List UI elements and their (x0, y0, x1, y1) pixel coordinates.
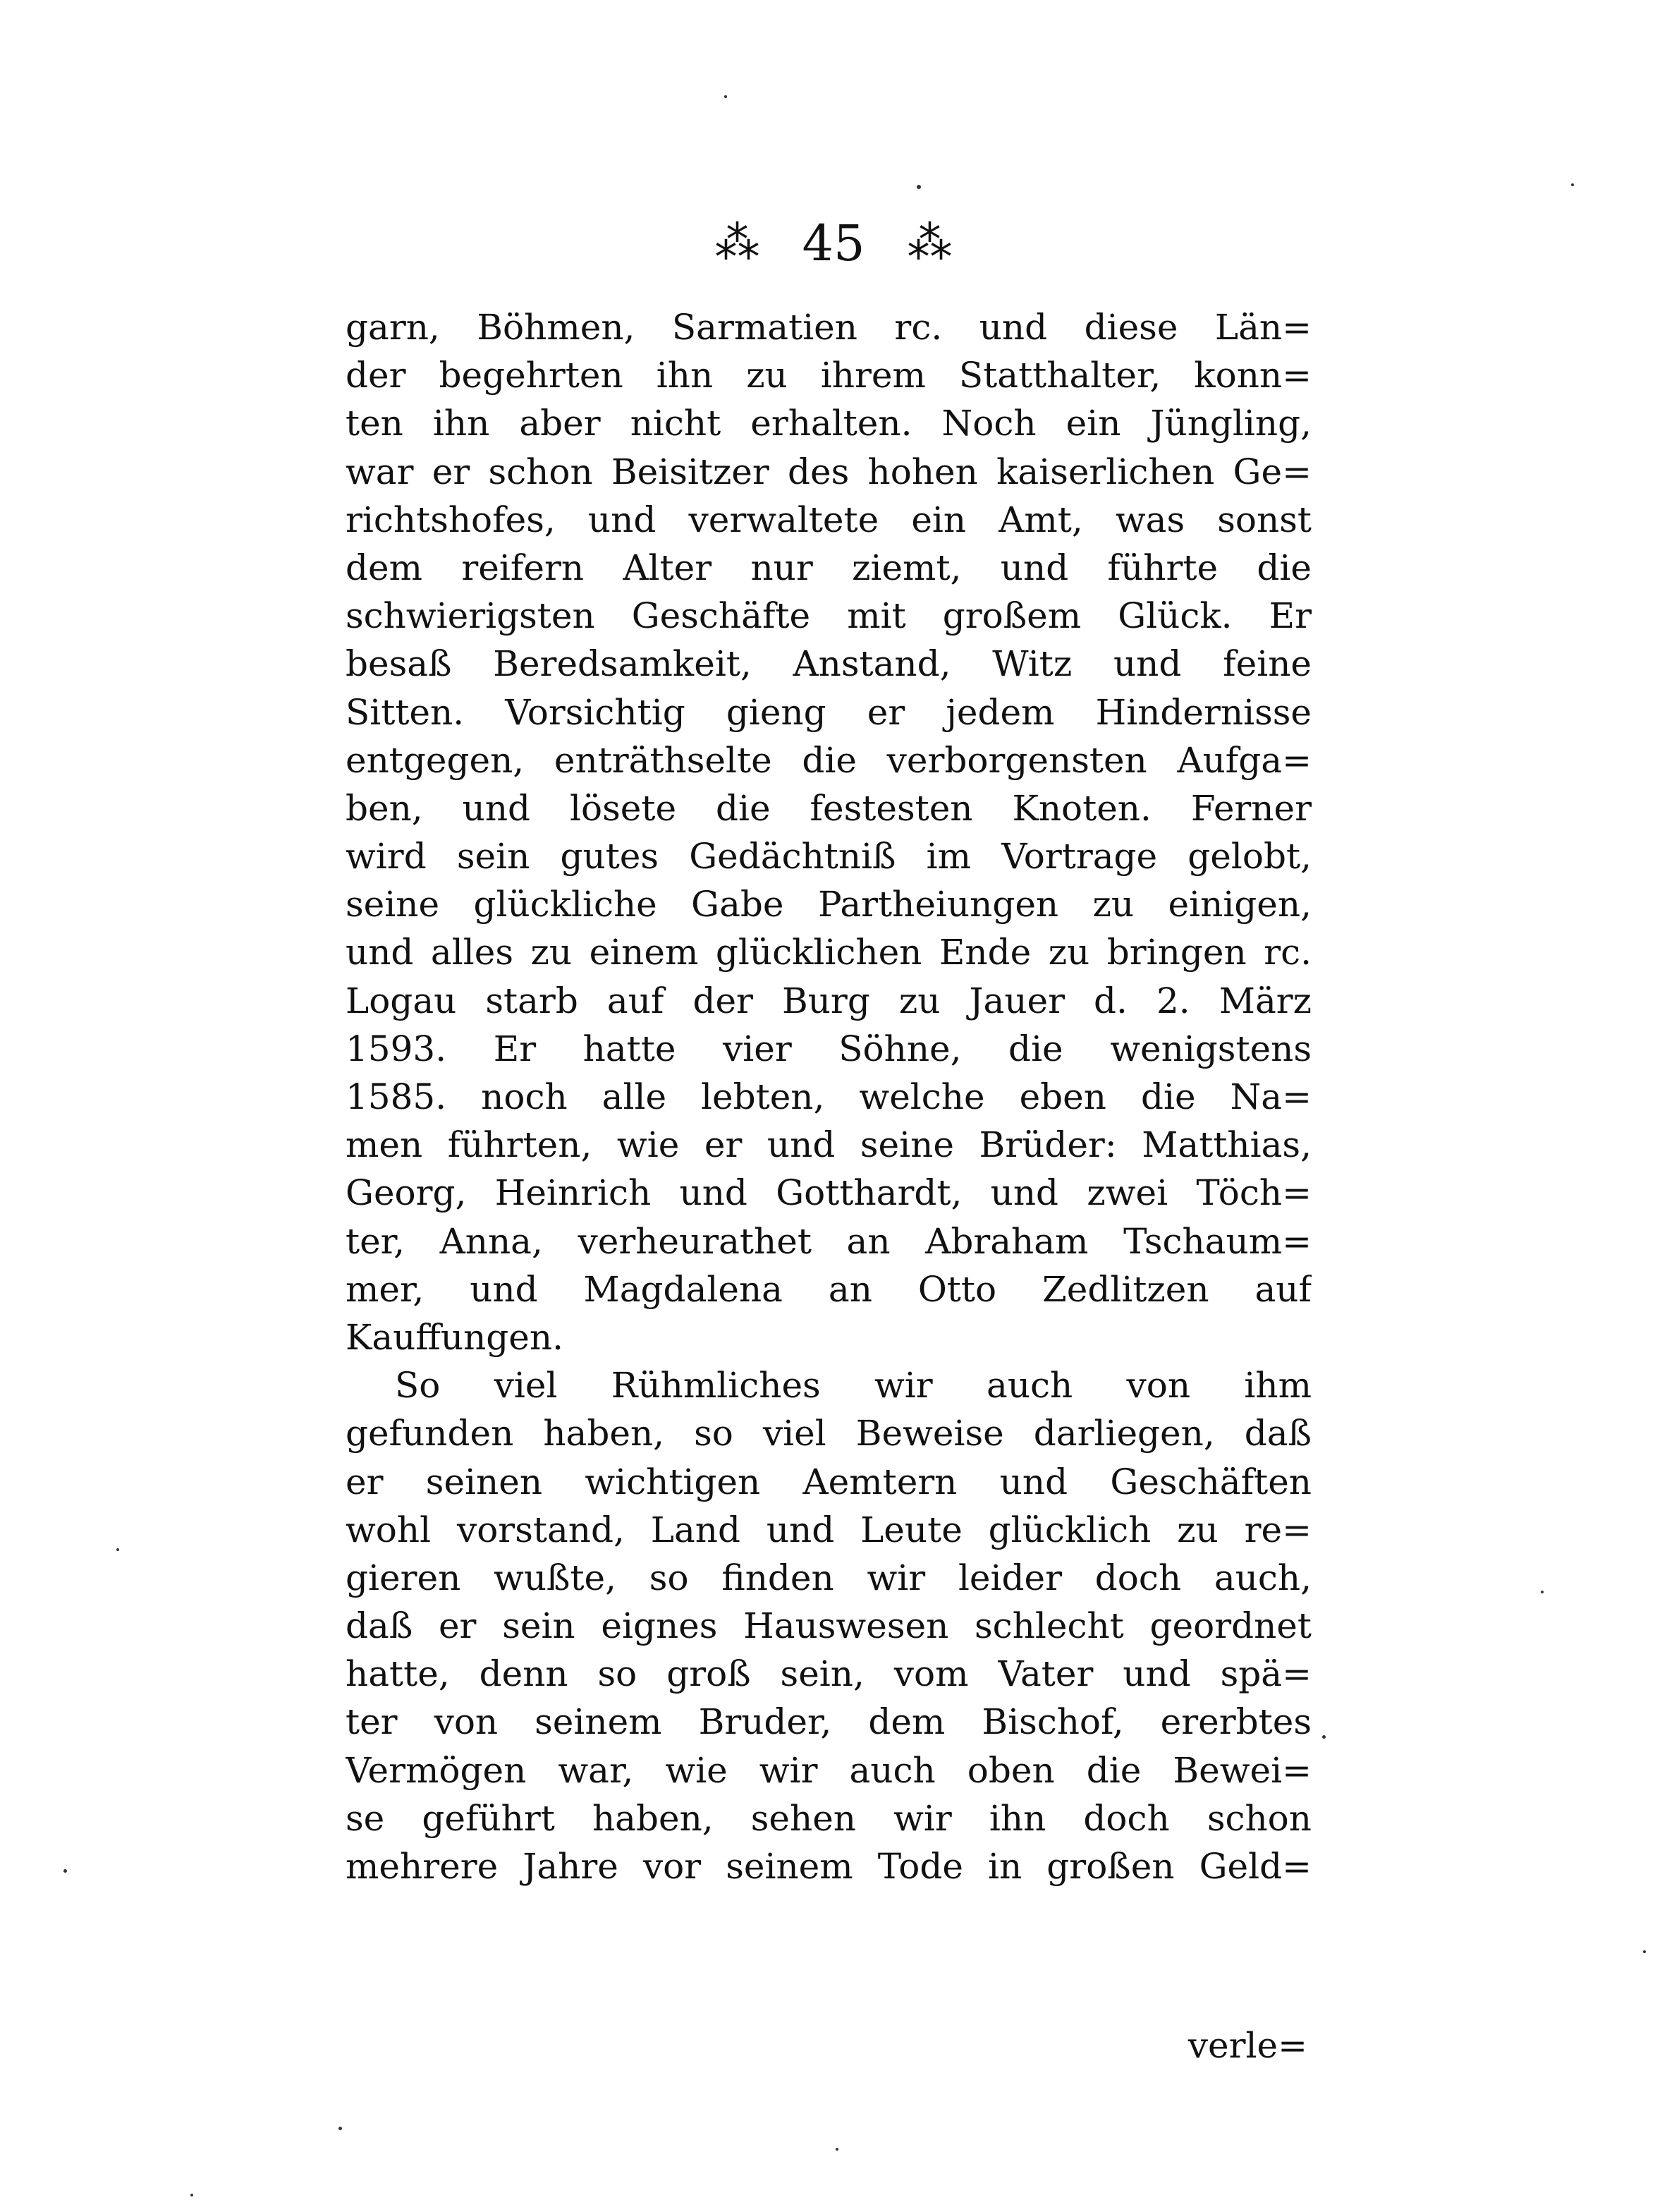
text-line: seine glückliche Gabe Partheiungen zu einigen, (346, 884, 1312, 925)
scan-speck (63, 1869, 67, 1873)
catchword: verle= (1187, 2025, 1307, 2066)
text-line: war er schon Beisitzer des hohen kaiserlichen Ge= (346, 451, 1312, 492)
text-line: Georg, Heinrich und Gotthardt, und zwei Töch= (346, 1172, 1312, 1214)
text-line: entgegen, enträthselte die verborgensten Aufga= (346, 739, 1312, 781)
text-line: 1593. Er hatte vier Söhne, die wenigstens (346, 1028, 1312, 1069)
text-line: ben, und lösete die festesten Knoten. Ferner (346, 787, 1312, 829)
text-line: er seinen wichtigen Aemtern und Geschäften (346, 1461, 1312, 1502)
text-line: ten ihn aber nicht erhalten. Noch ein Jüngling, (346, 403, 1312, 444)
text-line: schwierigsten Geschäfte mit großem Glück. Er (346, 595, 1312, 637)
text-line: dem reifern Alter nur ziemt, und führte die (346, 547, 1312, 588)
text-line: mehrere Jahre vor seinem Tode in großen Geld= (346, 1846, 1312, 1887)
text-line: Vermögen war, wie wir auch oben die Bewei= (346, 1749, 1312, 1791)
text-line: 1585. noch alle lebten, welche eben die Na= (346, 1076, 1312, 1117)
text-line: gieren wußte, so finden wir leider doch auch, (346, 1557, 1312, 1598)
text-line: ter, Anna, verheurathet an Abraham Tschaum= (346, 1220, 1312, 1262)
scan-speck (917, 185, 921, 189)
ornament-right-icon: ⁂ (907, 217, 953, 269)
text-line: mer, und Magdalena an Otto Zedlitzen auf (346, 1268, 1312, 1310)
text-line: Sitten. Vorsichtig gieng er jedem Hindernisse (346, 691, 1312, 733)
text-line: garn, Böhmen, Sarmatien rc. und diese Län= (346, 307, 1312, 348)
scan-speck (724, 95, 727, 98)
text-line: besaß Beredsamkeit, Anstand, Witz und feine (346, 643, 1312, 685)
scan-speck (116, 1548, 119, 1551)
text-line: So viel Rühmliches wir auch von ihm (395, 1365, 1312, 1406)
text-line: wohl vorstand, Land und Leute glücklich zu re= (346, 1509, 1312, 1550)
ornament-left-icon: ⁂ (714, 217, 760, 269)
page-number: 45 (802, 214, 865, 272)
text-line: ter von seinem Bruder, dem Bischof, ererbtes (346, 1701, 1312, 1743)
text-line: richtshofes, und verwaltete ein Amt, was sonst (346, 499, 1312, 540)
text-line: Kauffungen. (346, 1316, 563, 1358)
text-line: Logau starb auf der Burg zu Jauer d. 2. März (346, 980, 1312, 1021)
text-line: und alles zu einem glücklichen Ende zu bringen rc. (346, 932, 1312, 973)
text-line: gefunden haben, so viel Beweise darliegen, daß (346, 1413, 1312, 1454)
text-line: daß er sein eignes Hauswesen schlecht geordnet (346, 1605, 1312, 1647)
page-header (0, 205, 1667, 282)
scan-speck (1643, 1950, 1646, 1953)
scan-speck (1541, 1591, 1544, 1593)
text-line: wird sein gutes Gedächtniß im Vortrage gelobt, (346, 836, 1312, 877)
scan-speck (190, 2194, 193, 2196)
text-line: men führten, wie er und seine Brüder: Matthias, (346, 1124, 1312, 1166)
body-text (346, 303, 1312, 1890)
scan-speck (338, 2127, 342, 2130)
text-line: hatte, denn so groß sein, vom Vater und spä= (346, 1653, 1312, 1695)
scan-speck (836, 2148, 838, 2151)
text-line: se geführt haben, sehen wir ihn doch schon (346, 1797, 1312, 1839)
text-line: der begehrten ihn zu ihrem Statthalter, konn= (346, 355, 1312, 396)
scan-speck (1571, 183, 1574, 186)
scan-speck (1322, 1735, 1326, 1739)
